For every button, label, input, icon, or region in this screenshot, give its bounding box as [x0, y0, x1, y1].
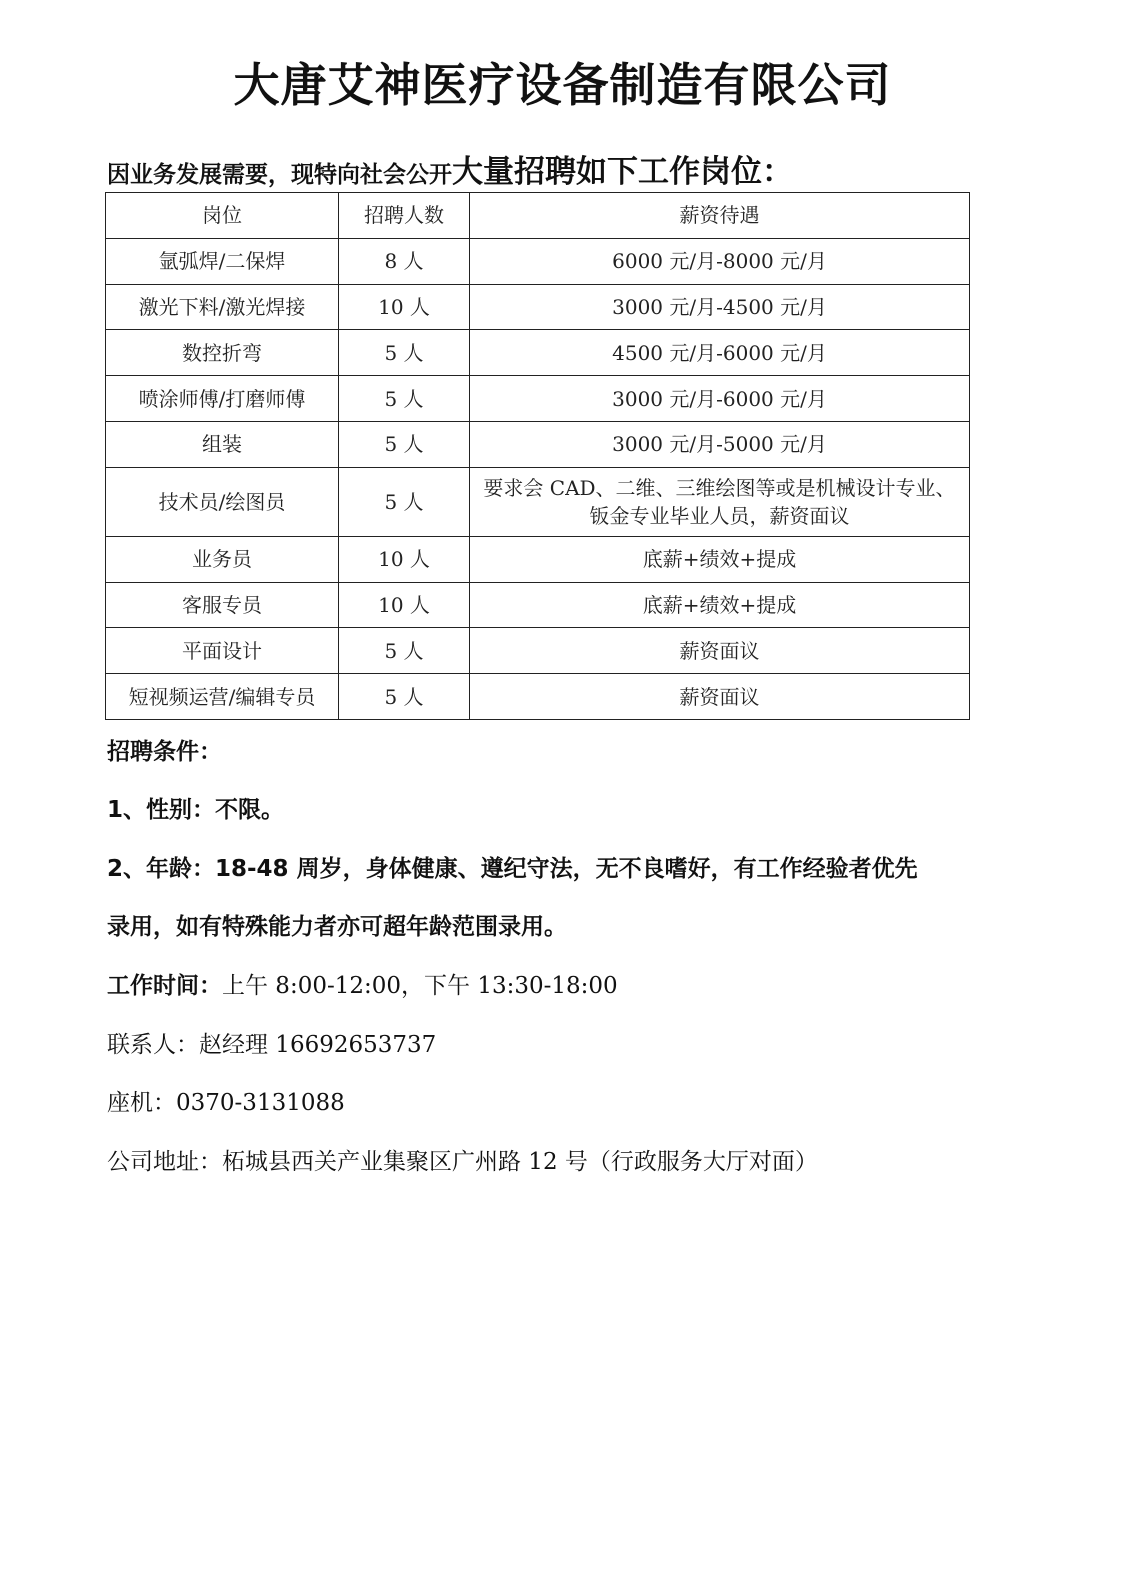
- table-row: [106, 376, 970, 422]
- condition-age-line1: 2、年龄：18-48 周岁，身体健康、遵纪守法，无不良嗜好，有工作经验者优先: [107, 856, 918, 882]
- header-salary: 薪资待遇: [470, 193, 970, 239]
- salary-cell: 3000 元/月-6000 元/月: [470, 376, 970, 422]
- table-row: [106, 582, 970, 628]
- company-address: [107, 1143, 818, 1176]
- count-cell: 5 人: [339, 467, 470, 536]
- table-row: [106, 330, 970, 376]
- work-time: [107, 967, 618, 1000]
- table-row: [106, 238, 970, 284]
- count-cell: 10 人: [339, 284, 470, 330]
- salary-cell: 薪资面议: [470, 628, 970, 674]
- salary-cell: 3000 元/月-5000 元/月: [470, 421, 970, 467]
- phone-label: 座机：: [107, 1090, 176, 1116]
- count-cell: 5 人: [339, 421, 470, 467]
- contact-person: [107, 1026, 436, 1059]
- work-time-value: 上午 8:00-12:00，下午 13:30-18:00: [222, 973, 618, 999]
- condition-age-line2: 录用，如有特殊能力者亦可超年龄范围录用。: [107, 914, 567, 940]
- count-cell: 10 人: [339, 582, 470, 628]
- salary-cell: 3000 元/月-4500 元/月: [470, 284, 970, 330]
- count-cell: 10 人: [339, 536, 470, 582]
- condition-gender: 1、性别：不限。: [107, 797, 285, 823]
- salary-cell: 薪资面议: [470, 674, 970, 720]
- contact-value: 赵经理 16692653737: [199, 1032, 437, 1058]
- table-row: [106, 536, 970, 582]
- address-label: 公司地址：: [107, 1149, 222, 1175]
- table-row: [106, 674, 970, 720]
- header-count: 招聘人数: [339, 193, 470, 239]
- contact-label: 联系人：: [107, 1032, 199, 1058]
- landline: [107, 1084, 345, 1117]
- position-cell: 数控折弯: [106, 330, 339, 376]
- salary-cell: 6000 元/月-8000 元/月: [470, 238, 970, 284]
- intro-part1: 因业务发展需要，现特向社会公开: [107, 162, 452, 188]
- table-row: [106, 628, 970, 674]
- position-cell: 短视频运营/编辑专员: [106, 674, 339, 720]
- intro-line: [107, 146, 793, 191]
- count-cell: 8 人: [339, 238, 470, 284]
- work-time-label: 工作时间：: [107, 973, 222, 999]
- position-cell: 组装: [106, 421, 339, 467]
- salary-cell: 底薪+绩效+提成: [470, 536, 970, 582]
- table-row: [106, 467, 970, 536]
- header-position: 岗位: [106, 193, 339, 239]
- phone-value: 0370-3131088: [176, 1090, 345, 1116]
- count-cell: 5 人: [339, 628, 470, 674]
- count-cell: 5 人: [339, 674, 470, 720]
- position-cell: 客服专员: [106, 582, 339, 628]
- position-cell: 技术员/绘图员: [106, 467, 339, 536]
- address-value: 柘城县西关产业集聚区广州路 12 号（行政服务大厅对面）: [222, 1149, 818, 1175]
- position-cell: 喷涂师傅/打磨师傅: [106, 376, 339, 422]
- salary-cell: 要求会 CAD、二维、三维绘图等或是机械设计专业、钣金专业毕业人员，薪资面议: [470, 467, 970, 536]
- table-row: [106, 421, 970, 467]
- position-cell: 激光下料/激光焊接: [106, 284, 339, 330]
- position-cell: 业务员: [106, 536, 339, 582]
- conditions-heading: 招聘条件：: [107, 739, 222, 765]
- page-title: 大唐艾神医疗设备制造有限公司: [233, 58, 892, 112]
- intro-part2: 大量招聘如下工作岗位：: [452, 154, 793, 190]
- jobs-table: [105, 192, 970, 720]
- table-row: [106, 284, 970, 330]
- salary-cell: 4500 元/月-6000 元/月: [470, 330, 970, 376]
- position-cell: 氩弧焊/二保焊: [106, 238, 339, 284]
- count-cell: 5 人: [339, 330, 470, 376]
- salary-cell: 底薪+绩效+提成: [470, 582, 970, 628]
- position-cell: 平面设计: [106, 628, 339, 674]
- table-header-row: [106, 193, 970, 239]
- count-cell: 5 人: [339, 376, 470, 422]
